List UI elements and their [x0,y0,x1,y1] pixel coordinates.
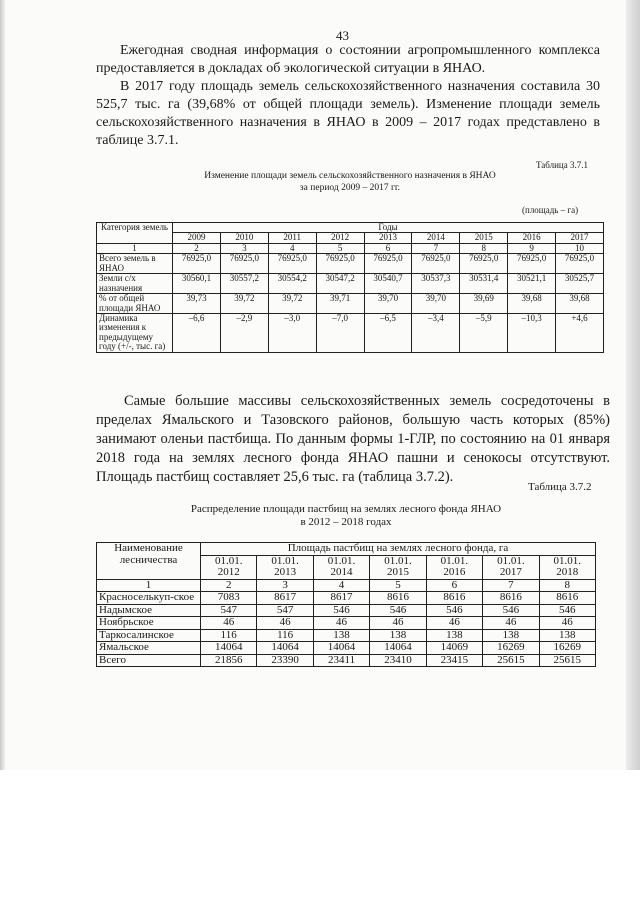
table2-cell: 8616 [370,592,426,605]
table1-cell: 76925,0 [460,254,508,274]
table1-cell: 76925,0 [412,254,460,274]
table2-row [97,654,596,667]
table2-colnum-row [97,579,596,592]
table2-cell: 546 [539,604,595,617]
table2-label: Таблица 3.7.2 [528,481,592,493]
table1-row [97,294,604,314]
table2-row [97,642,596,655]
table2-row [97,617,596,630]
table2-date-header: 01.01. 2012 [201,555,257,579]
table1-cell: 76925,0 [316,254,364,274]
table2-cell: 23410 [370,654,426,667]
table1-cell: 30525,7 [556,274,604,294]
table2-cell: 546 [313,604,369,617]
table1-column-number: 4 [268,243,316,253]
table1-cell: 76925,0 [173,254,221,274]
table2-cell: 8617 [313,592,369,605]
table1-title-line1: Изменение площади земель сельскохозяйственного назначения в ЯНАО [204,171,496,181]
table1-year-header: 2012 [316,233,364,243]
table1-row-name: % от общей площади ЯНАО [97,294,173,314]
table1-cell: –2,9 [220,313,268,352]
table1-category-header: Категория земель [97,223,173,244]
table2-cell: 138 [426,629,482,642]
table1-year-header: 2009 [173,233,221,243]
table2-row-name: Всего [97,654,201,667]
table1-cell: 30531,4 [460,274,508,294]
table1-cell: –6,6 [173,313,221,352]
table2-cell: 46 [426,617,482,630]
table1-cell: 30540,7 [364,274,412,294]
table2-cell: 25615 [483,654,539,667]
table-pasture-area [96,542,596,667]
table2-cell: 547 [201,604,257,617]
table1-year-header: 2016 [508,233,556,243]
paragraph-2017-area: В 2017 году площадь земель сельскохозяйственного назначения составила 30 525,7 тыс. га (39,68% от общей площади земель). Изменение площади земель сельскохозяйственного назначения в ЯНАО в 2009 – 2017 годах представлено в таблице 3.7.1. [96,79,600,148]
table1-cell: 39,68 [556,294,604,314]
paragraph-intro: Ежегодная сводная информация о состоянии агропромышленного комплекса предоставляется в докладах об экологической ситуации в ЯНАО. [96,43,600,76]
table2-cell: 8617 [257,592,313,605]
table2-cell: 23411 [313,654,369,667]
table2-cell: 16269 [539,642,595,655]
table2-cell: 547 [257,604,313,617]
table-agricultural-land [96,222,604,353]
table1-column-number: 7 [412,243,460,253]
table1-title-line2: за период 2009 – 2017 гг. [299,183,401,193]
table1-cell: –5,9 [460,313,508,352]
table1-year-header: 2015 [460,233,508,243]
table1-colnum-row [97,243,604,253]
table2-row-name: Ноябрьское [97,617,201,630]
table1-cell: 39,68 [508,294,556,314]
table2-title-line1: Распределение площади пастбищ на землях лесного фонда ЯНАО [190,503,502,515]
page-number: 43 [336,28,349,43]
table1-row-name: Динамика изменения к предыдущему году (+/-, тыс. га) [97,313,173,352]
table2-date-header: 01.01. 2014 [313,555,369,579]
table1-cell: 30557,2 [220,274,268,294]
table2-cell: 14064 [313,642,369,655]
table2-cell: 25615 [539,654,595,667]
table1-year-header: 2014 [412,233,460,243]
table2-cell: 8616 [426,592,482,605]
table1-row [97,313,604,352]
table1-cell: 76925,0 [268,254,316,274]
table1-cell: –3,4 [412,313,460,352]
table2-cell: 14064 [257,642,313,655]
table2-cell: 23390 [257,654,313,667]
table1-year-header: 2010 [220,233,268,243]
table2-cell: 21856 [201,654,257,667]
table2-area-header: Площадь пастбищ на землях лесного фонда, га [201,543,596,556]
table2-cell: 138 [483,629,539,642]
table2-cell: 546 [426,604,482,617]
table2-cell: 546 [483,604,539,617]
table1-cell: 39,70 [364,294,412,314]
table2-column-number: 1 [97,579,201,592]
table2-cell: 46 [539,617,595,630]
table2-title [96,503,596,529]
page-left-shadow [0,0,6,770]
table1-cell: 30521,1 [508,274,556,294]
table1-row [97,274,604,294]
table1-cell: +4,6 [556,313,604,352]
table1-cell: –10,3 [508,313,556,352]
table1-row-name: Всего земель в ЯНАО [97,254,173,274]
table2-date-header: 01.01. 2018 [539,555,595,579]
table1-row-name: Земли с/х назначения [97,274,173,294]
table2-cell: 46 [257,617,313,630]
table1-year-header: 2013 [364,233,412,243]
table2-cell: 138 [539,629,595,642]
table1-column-number: 5 [316,243,364,253]
table1-cell: –6,5 [364,313,412,352]
paragraph-pastures: Самые большие массивы сельскохозяйственных земель сосредоточены в пределах Ямальского и Тазовского районов, большую часть которых (85%) занимают оленьи пастбища. По данным формы 1-ГЛР, по состоянию на 01 января 2018 года на землях лесного фонда ЯНАО пашни и сенокосы отсутствуют. Площадь пастбищ составляет 25,6 тыс. га (таблица 3.7.2). [96,393,610,485]
table1-cell: 30554,2 [268,274,316,294]
table2-cell: 8616 [539,592,595,605]
table1-row [97,254,604,274]
table2-cell: 23415 [426,654,482,667]
table1-cell: 39,71 [316,294,364,314]
table1-years-header: Годы [173,223,604,233]
table2-cell: 546 [370,604,426,617]
table2-column-number: 6 [426,579,482,592]
table2-column-number: 2 [201,579,257,592]
table2-cell: 46 [483,617,539,630]
table2-cell: 116 [201,629,257,642]
table2-cell: 14069 [426,642,482,655]
table2-column-number: 8 [539,579,595,592]
table1-cell: 76925,0 [364,254,412,274]
table2-cell: 46 [313,617,369,630]
table1-column-number: 9 [508,243,556,253]
table2-cell: 138 [313,629,369,642]
table1-year-header: 2011 [268,233,316,243]
table2-column-number: 3 [257,579,313,592]
table2-date-header: 01.01. 2017 [483,555,539,579]
table2-title-line2: в 2012 – 2018 годах [300,516,392,528]
table2-row-name: Таркосалинское [97,629,201,642]
table2-row [97,592,596,605]
table2-cell: 138 [370,629,426,642]
table1-cell: 39,70 [412,294,460,314]
table1-column-number: 8 [460,243,508,253]
table2-date-header: 01.01. 2015 [370,555,426,579]
table1-unit: (площадь – га) [522,205,579,215]
table1-column-number: 1 [97,243,173,253]
table1-cell: 76925,0 [508,254,556,274]
table2-date-header: 01.01. 2016 [426,555,482,579]
table2-cell: 14064 [370,642,426,655]
table1-column-number: 2 [173,243,221,253]
table2-column-number: 4 [313,579,369,592]
table1-cell: –7,0 [316,313,364,352]
table2-cell: 14064 [201,642,257,655]
table1-cell: 76925,0 [220,254,268,274]
page-right-edge [626,0,640,770]
table2-row-name: Ямальское [97,642,201,655]
table2-row [97,604,596,617]
table1-cell: –3,0 [268,313,316,352]
table1-title [96,170,604,194]
table2-date-header: 01.01. 2013 [257,555,313,579]
table2-column-number: 5 [370,579,426,592]
table1-cell: 39,69 [460,294,508,314]
table1-year-header: 2017 [556,233,604,243]
table2-name-header: Наименование лесничества [97,543,201,580]
table2-row [97,629,596,642]
table1-cell: 30537,3 [412,274,460,294]
table2-cell: 46 [370,617,426,630]
table2-cell: 8616 [483,592,539,605]
table1-years-row [97,233,604,243]
table1-cell: 39,73 [173,294,221,314]
table2-cell: 46 [201,617,257,630]
table1-column-number: 6 [364,243,412,253]
table2-cell: 7083 [201,592,257,605]
table1-cell: 30560,1 [173,274,221,294]
table2-row-name: Красноселькуп-ское [97,592,201,605]
table1-column-number: 10 [556,243,604,253]
table1-column-number: 3 [220,243,268,253]
table2-row-name: Надымское [97,604,201,617]
table2-column-number: 7 [483,579,539,592]
table2-cell: 116 [257,629,313,642]
table1-cell: 39,72 [220,294,268,314]
table1-cell: 76925,0 [556,254,604,274]
table1-cell: 39,72 [268,294,316,314]
table2-cell: 16269 [483,642,539,655]
table1-label: Таблица 3.7.1 [536,160,588,170]
table1-cell: 30547,2 [316,274,364,294]
